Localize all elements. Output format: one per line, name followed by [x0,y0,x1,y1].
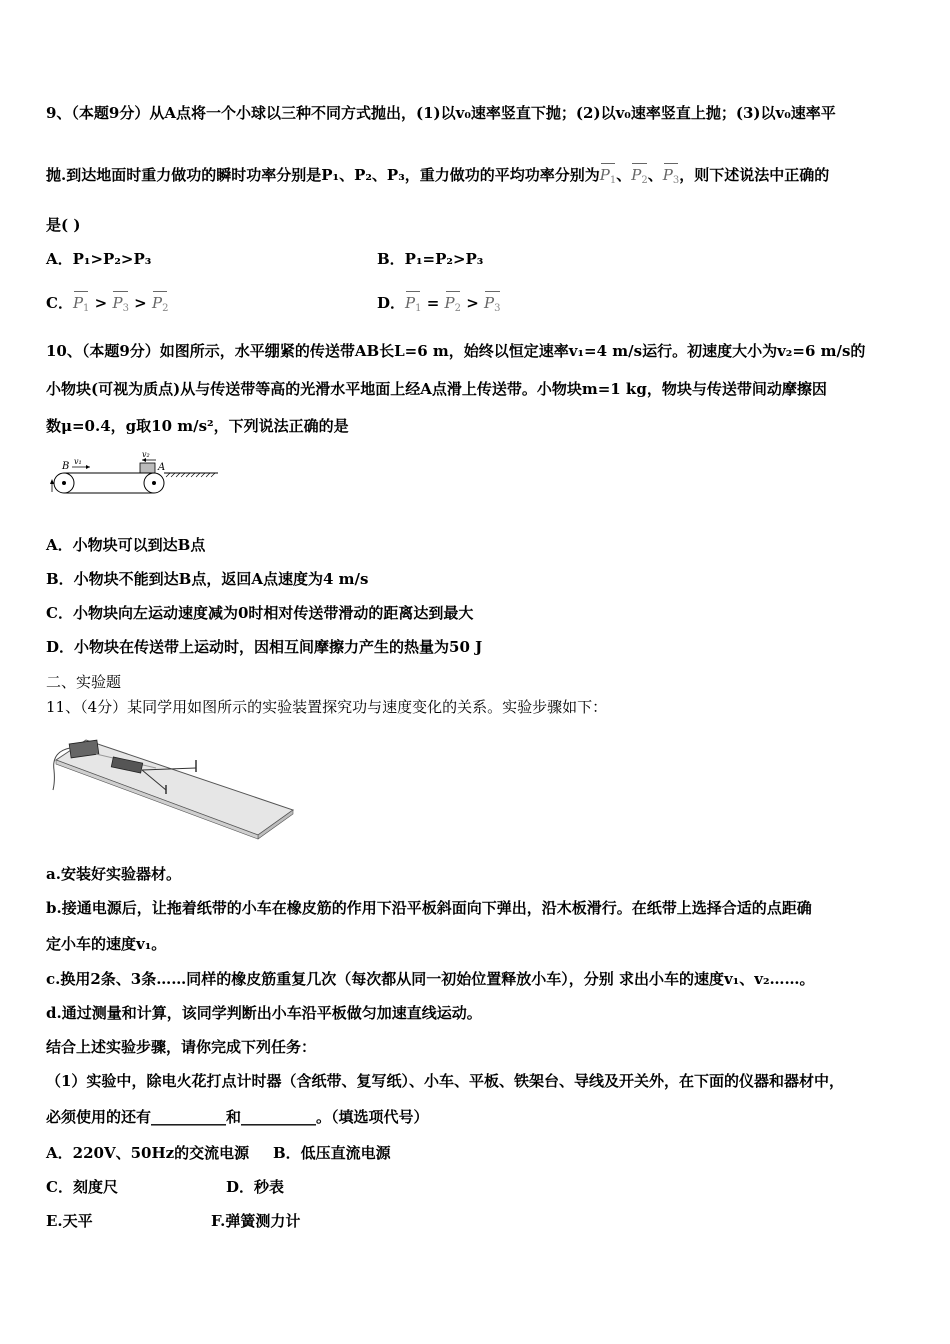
q9-option-c: C．$P_1 > P_3 > P_2$ [46,291,168,319]
q11-task: 结合上述实验步骤，请你完成下列任务： [46,1038,317,1056]
q11-step-a: a.安装好实验器材。 [46,865,181,883]
q9-line3: 是( ) [46,216,81,234]
q11-option-e: E.天平 [46,1212,93,1230]
q10-line2: 小物块(可视为质点)从与传送带等高的光滑水平地面上经A点滑上传送带。小物块m=1 kg，物块与传送带间动摩擦因 [46,380,827,398]
q10-option-d: D．小物块在传送带上运动时，因相互间摩擦力产生的热量为50 J [46,638,483,656]
q11-step-b1: b.接通电源后，让拖着纸带的小车在橡皮筋的作用下沿平板斜面向下弹出，沿木板滑行。在纸带上选择合适的点距确 [46,899,812,917]
q11-option-a: A．220V、50Hz的交流电源 [46,1144,250,1162]
q10-option-c: C．小物块向左运动速度减为0时相对传送带滑动的距离达到最大 [46,604,474,622]
avg-p2: $P_2$ [631,163,647,191]
q11-sub1-line1: （1）实验中，除电火花打点计时器（含纸带、复写纸）、小车、平板、铁架台、导线及开关外，在下面的仪器和器材中， [46,1072,844,1090]
q11-step-d: d.通过测量和计算，该同学判断出小车沿平板做匀加速直线运动。 [46,1004,482,1022]
q9-line2-pre: 抛.到达地面时重力做功的瞬时功率分别是P₁、P₂、P₃，重力做功的平均功率分别为 [46,166,600,184]
avg-p1: $P_1$ [600,163,616,191]
q11-option-f: F.弹簧测力计 [211,1212,301,1230]
q10-line3: 数μ=0.4，g取10 m/s²，下列说法正确的是 [46,417,349,435]
q11-option-c: C．刻度尺 [46,1178,118,1196]
q9-option-d: D．$P_1 = P_2 > P_3$ [377,291,501,319]
fig-label-v1: v₁ [74,457,82,466]
q9-option-b: B．P₁=P₂>P₃ [377,250,484,268]
q11-sub1-line2: 必须使用的还有__________和__________。（填选项代号） [46,1108,429,1126]
q9-option-a: A．P₁>P₂>P₃ [46,250,152,268]
incline-board-figure [46,730,296,840]
fig-label-b: B [62,461,70,472]
q11-step-c: c.换用2条、3条……同样的橡皮筋重复几次（每次都从同一初始位置释放小车），分别 求出小车的速度v₁、v₂……。 [46,970,815,988]
q11-line1: 11、（4分）某同学用如图所示的实验装置探究功与速度变化的关系。实验步骤如下： [46,698,608,716]
q9-line2-post: ，则下述说法中正确的 [679,166,830,184]
ground-hatch [166,473,215,477]
fig-label-v2: v₂ [142,450,150,459]
q10-option-b: B．小物块不能到达B点，返回A点速度为4 m/s [46,570,369,588]
avg-p3: $P_3$ [663,163,679,191]
block [140,463,155,473]
q9-line2: 抛.到达地面时重力做功的瞬时功率分别是P₁、P₂、P₃，重力做功的平均功率分别为$P_1$、$P_2$、$P_3$，则下述说法中正确的 [46,163,829,191]
q11-option-b: B．低压直流电源 [273,1144,391,1162]
q11-step-b2: 定小车的速度v₁。 [46,935,167,953]
q9-line1: 9、（本题9分）从A点将一个小球以三种不同方式抛出，(1)以v₀速率竖直下抛；(2)以v₀速率竖直上抛；(3)以v₀速率平 [46,104,836,122]
fig-label-a: A [158,462,166,473]
q10-line1: 10、（本题9分）如图所示，水平绷紧的传送带AB长L=6 m，始终以恒定速率v₁=4 m/s运行。初速度大小为v₂=6 m/s的 [46,342,866,360]
q10-option-a: A．小物块可以到达B点 [46,536,206,554]
section-heading: 二、实验题 [46,673,122,691]
q11-option-d: D．秒表 [226,1178,285,1196]
conveyor-belt-figure [46,448,226,498]
